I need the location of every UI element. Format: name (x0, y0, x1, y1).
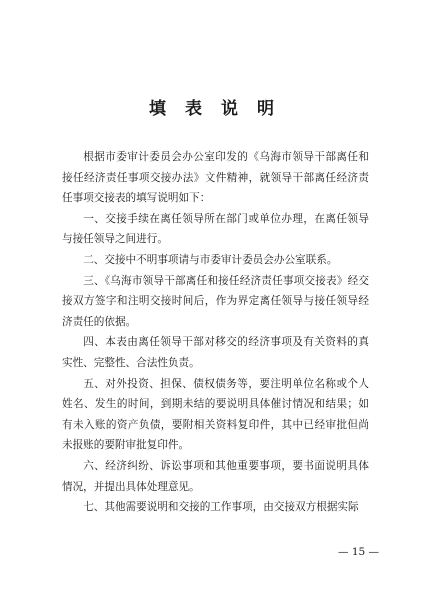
instruction-item-7: 七、其他需要说明和交接的工作事项，由交接双方根据实际 (83, 501, 359, 514)
instruction-item-4: 四、本表由离任领导干部对移交的经济事项及有关资料的真实性、完整性、合法性负责。 (62, 336, 369, 369)
instruction-item-2: 二、交接中不明事项请与市委审计委员会办公室联系。 (83, 253, 338, 266)
instruction-item-6: 六、经济纠纷、诉讼事项和其他重要事项，要书面说明具体情况，并提出具体处理意见。 (62, 459, 369, 493)
intro-paragraph: 根据市委审计委员会办公室印发的《乌海市领导干部离任和接任经济责任事项交接办法》文件精神，就领导干部离任经济责任事项交接表的填写说明如下： (62, 151, 369, 205)
body-text (62, 147, 369, 518)
instruction-item-1: 一、交接手续在离任领导所在部门或单位办理，在离任领导与接任领导之间进行。 (62, 212, 369, 246)
instruction-item-5: 五、对外投资、担保、债权债务等，要注明单位名称或个人姓名、发生的时间，到期未结的要说明具体催讨情况和结果；如有未入账的资产负债，要附相关资料复印件，其中已经审批但尚未报账的要附审批复印件。 (62, 377, 369, 452)
page-title: 填 表 说 明 (149, 99, 275, 119)
instruction-item-3: 三、《乌海市领导干部离任和接任经济责任事项交接表》经交接双方签字和注明交接时间后，作为界定离任领导与接任领导经济责任的依据。 (62, 274, 369, 328)
page-number: — 15 — (338, 546, 380, 558)
